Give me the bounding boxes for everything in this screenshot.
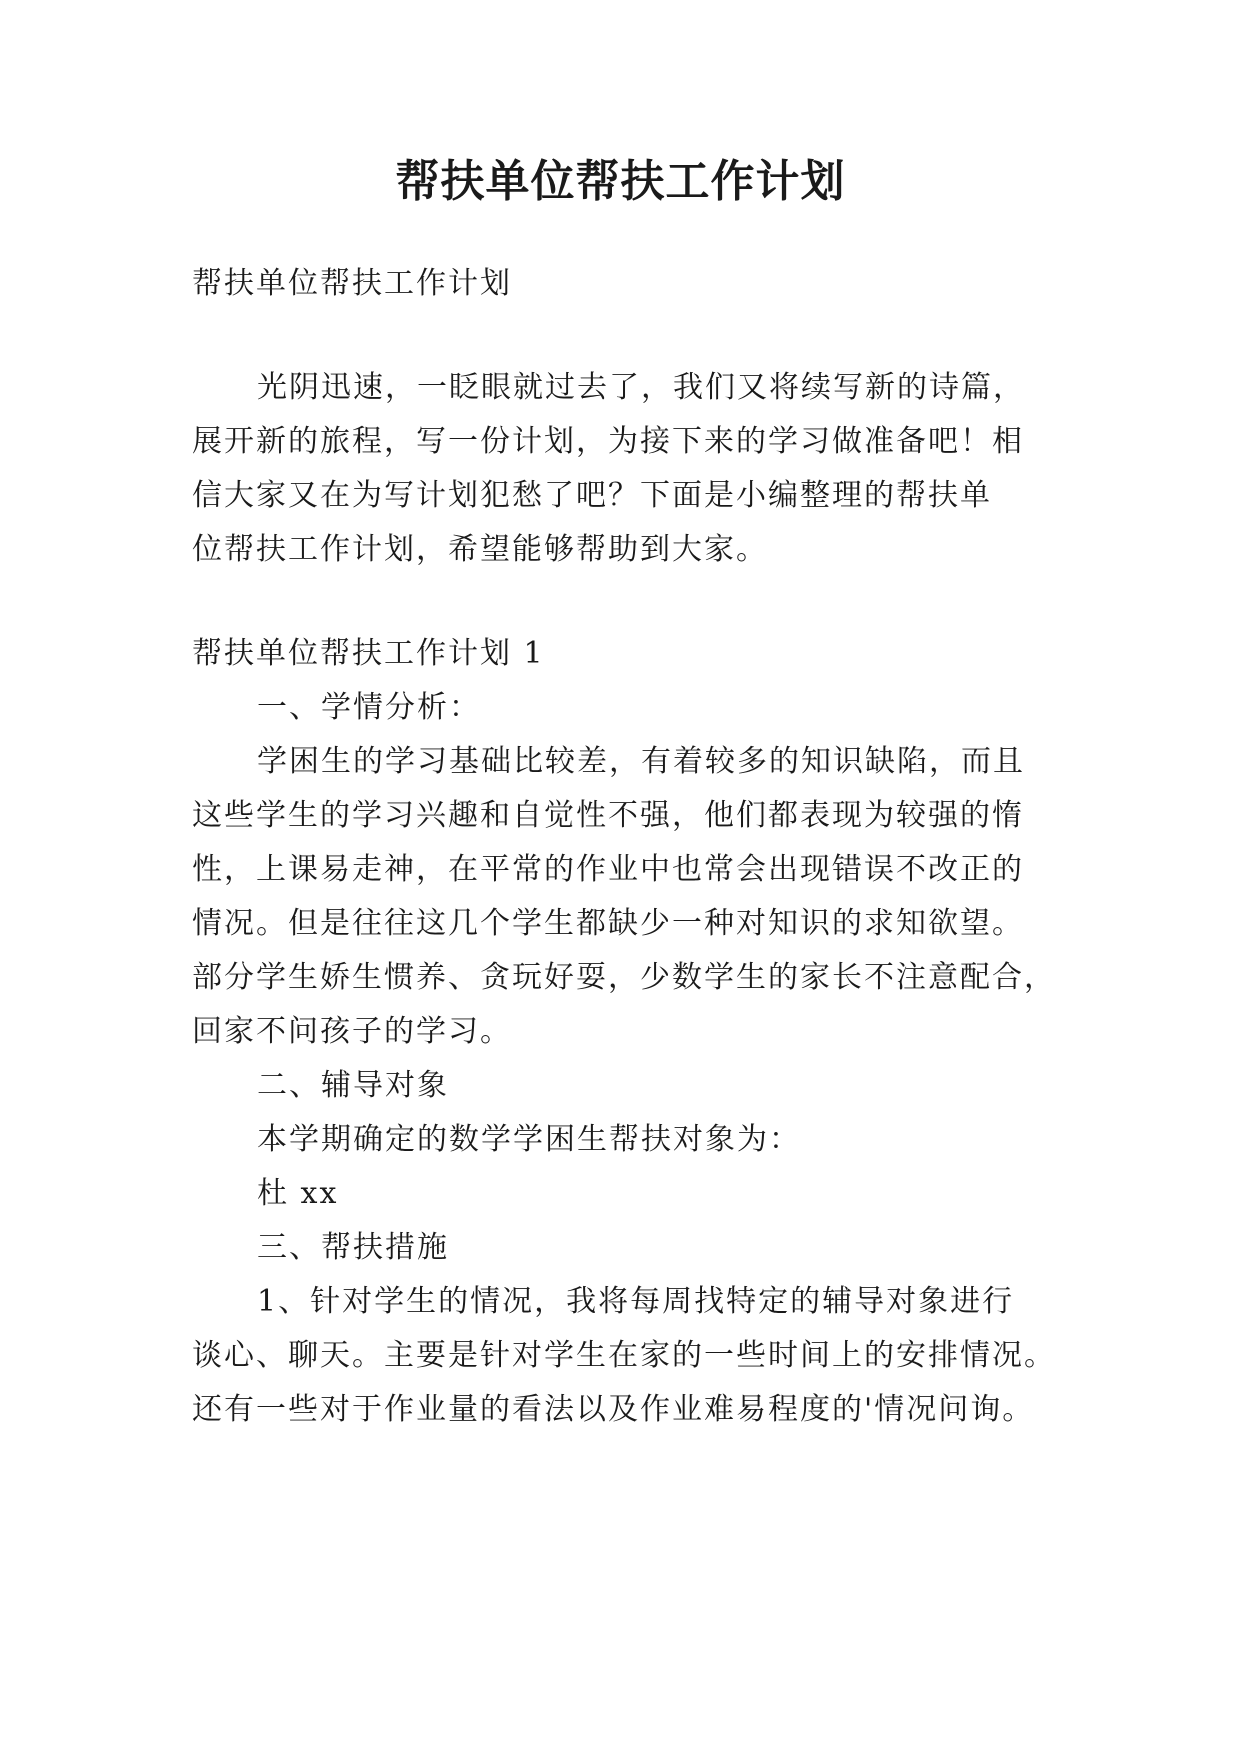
part2-line-2: 杜 xx [257, 1176, 339, 1211]
part1-line-4: 情况。但是往往这几个学生都缺少一种对知识的求知欲望。 [192, 906, 1024, 941]
part1-line-3: 性，上课易走神，在平常的作业中也常会出现错误不改正的 [192, 852, 1024, 887]
part2-heading: 二、辅导对象 [257, 1068, 449, 1103]
intro-line-4: 位帮扶工作计划，希望能够帮助到大家。 [192, 532, 768, 567]
part3-heading: 三、帮扶措施 [257, 1230, 449, 1265]
intro-line-1: 光阴迅速，一眨眼就过去了，我们又将续写新的诗篇， [257, 370, 1025, 405]
document-subtitle: 帮扶单位帮扶工作计划 [192, 266, 512, 301]
part1-line-2: 这些学生的学习兴趣和自觉性不强，他们都表现为较强的惰 [192, 798, 1024, 833]
document-title: 帮扶单位帮扶工作计划 [395, 156, 846, 207]
part3-line-2: 谈心、聊天。主要是针对学生在家的一些时间上的安排情况。 [192, 1338, 1056, 1373]
section-heading: 帮扶单位帮扶工作计划 1 [192, 636, 545, 671]
part1-line-1: 学困生的学习基础比较差，有着较多的知识缺陷，而且 [257, 744, 1025, 779]
part1-heading: 一、学情分析： [257, 690, 481, 725]
part3-line-3: 还有一些对于作业量的看法以及作业难易程度的'情况问询。 [192, 1392, 1035, 1427]
part1-line-6: 回家不问孩子的学习。 [192, 1014, 512, 1049]
part3-line-1: 1、针对学生的情况，我将每周找特定的辅导对象进行 [257, 1284, 1015, 1319]
part2-line-1: 本学期确定的数学学困生帮扶对象为： [257, 1122, 801, 1157]
part1-line-5: 部分学生娇生惯养、贪玩好耍，少数学生的家长不注意配合， [192, 960, 1056, 995]
intro-line-2: 展开新的旅程，写一份计划，为接下来的学习做准备吧！相 [192, 424, 1024, 459]
intro-line-3: 信大家又在为写计划犯愁了吧？下面是小编整理的帮扶单 [192, 478, 992, 513]
